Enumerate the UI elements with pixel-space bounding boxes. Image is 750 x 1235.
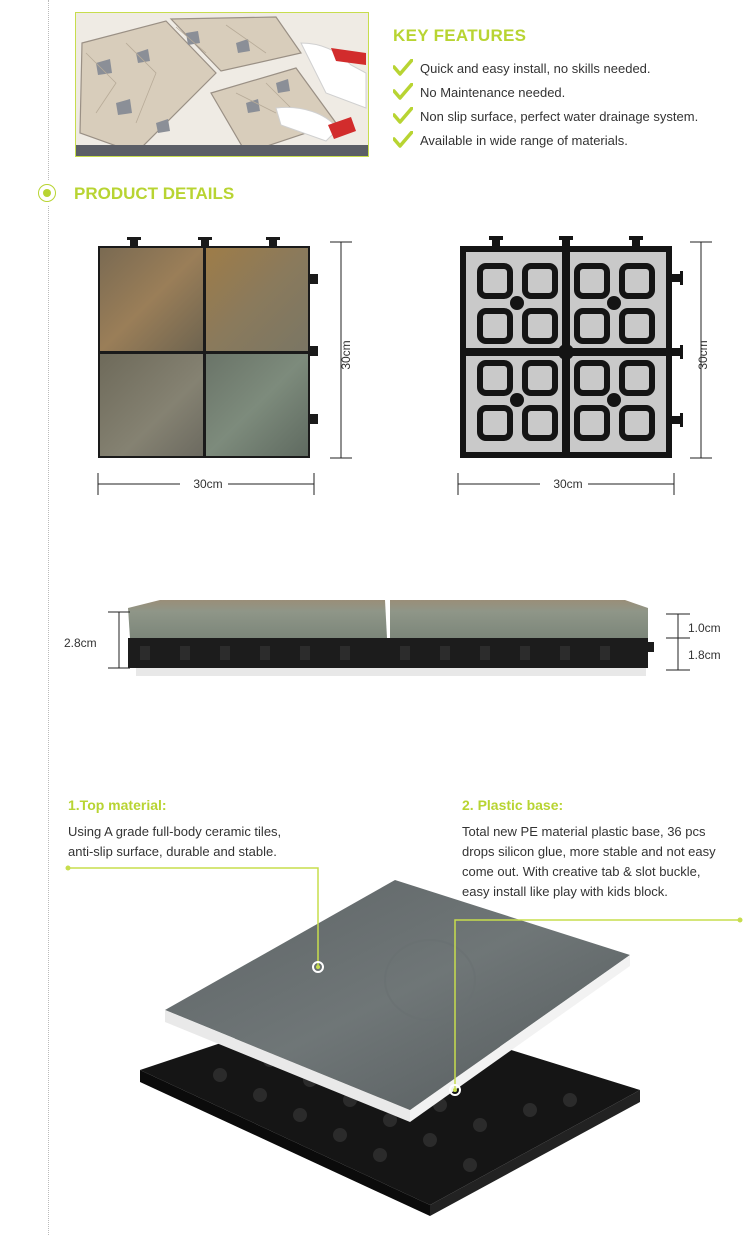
tile-top-view-diagram — [90, 230, 360, 505]
top-material-description — [68, 822, 281, 862]
top-material-title: 1.Top material: — [68, 797, 167, 813]
checkmark-icon — [393, 107, 413, 125]
feature-item — [393, 128, 698, 152]
tile-side-view-diagram — [100, 590, 700, 690]
plastic-base-line: come out. With creative tab & slot buckle, — [462, 864, 701, 879]
plastic-base-line: Total new PE material plastic base, 36 pcs — [462, 824, 706, 839]
side-top-thickness-label: 1.0cm — [688, 621, 721, 635]
checkmark-icon — [393, 83, 413, 101]
bottom-view-width-label: 30cm — [553, 477, 583, 491]
side-total-height-label: 2.8cm — [64, 636, 97, 650]
checkmark-icon — [393, 59, 413, 77]
feature-text: Available in wide range of materials. — [420, 132, 628, 148]
target-bullet-icon — [38, 184, 56, 202]
feature-item — [393, 104, 698, 128]
hero-install-photo — [75, 12, 369, 157]
plastic-base-line: drops silicon glue, more stable and not easy — [462, 844, 716, 859]
checkmark-icon — [393, 131, 413, 149]
bottom-view-height-label: 30cm — [696, 340, 710, 370]
top-material-line: Using A grade full-body ceramic tiles, — [68, 824, 282, 839]
product-details-title: PRODUCT DETAILS — [74, 184, 235, 203]
feature-text: No Maintenance needed. — [420, 84, 566, 100]
left-guide-line-top — [48, 0, 49, 180]
top-material-line: anti-slip surface, durable and stable. — [68, 844, 277, 859]
feature-item — [393, 80, 698, 104]
top-view-height-label: 30cm — [339, 340, 353, 370]
exploded-tile-illustration — [0, 860, 750, 1235]
key-features-list — [393, 56, 698, 152]
side-base-thickness-label: 1.8cm — [688, 648, 721, 662]
feature-text: Non slip surface, perfect water drainage system. — [420, 108, 699, 124]
mosaic-tiles-image — [76, 13, 368, 156]
plastic-base-title: 2. Plastic base: — [462, 797, 564, 813]
top-view-width-label: 30cm — [193, 477, 223, 491]
tile-bottom-view-diagram — [450, 230, 720, 505]
key-features-title: KEY FEATURES — [393, 26, 527, 45]
feature-text: Quick and easy install, no skills needed. — [420, 60, 651, 76]
plastic-base-line: easy install like play with kids block. — [462, 884, 668, 899]
feature-item — [393, 56, 698, 80]
